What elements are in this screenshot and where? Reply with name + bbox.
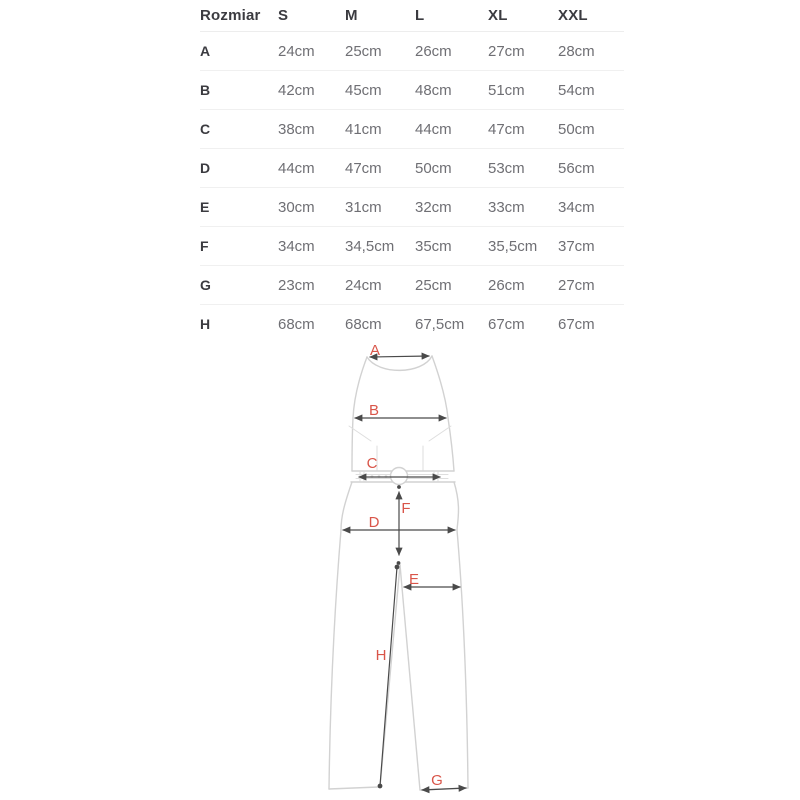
size-cell: 35cm bbox=[415, 227, 488, 266]
measure-label-d: D bbox=[368, 514, 380, 531]
size-cell: 25cm bbox=[345, 32, 415, 71]
row-label: C bbox=[200, 110, 278, 149]
size-cell: 34cm bbox=[558, 188, 624, 227]
size-cell: 67cm bbox=[488, 315, 525, 333]
size-cell: 50cm bbox=[415, 149, 488, 188]
size-table bbox=[200, 0, 624, 343]
belt bbox=[351, 468, 455, 485]
table-row bbox=[200, 149, 624, 188]
size-cell: 24cm bbox=[278, 32, 345, 71]
measure-label-e: E bbox=[408, 571, 420, 588]
table-row bbox=[200, 110, 624, 149]
size-cell: 26cm bbox=[415, 32, 488, 71]
size-cell: 37cm bbox=[558, 227, 624, 266]
measure-line-g bbox=[422, 788, 466, 790]
size-cell: 48cm bbox=[415, 71, 488, 110]
belt-buckle bbox=[391, 468, 408, 485]
size-cell: 42cm bbox=[278, 71, 345, 110]
row-label: E bbox=[200, 188, 278, 227]
measure-label-f: F bbox=[401, 500, 411, 517]
size-cell: 56cm bbox=[558, 149, 624, 188]
size-cell: 25cm bbox=[415, 266, 488, 305]
table-row bbox=[200, 227, 624, 266]
size-cell: 68cm bbox=[345, 315, 382, 333]
size-cell: 68cm bbox=[278, 315, 315, 333]
row-label: H bbox=[200, 316, 211, 332]
size-cell: 23cm bbox=[278, 266, 345, 305]
measurement-labels bbox=[367, 342, 443, 789]
size-cell: 47cm bbox=[488, 110, 558, 149]
table-row bbox=[200, 32, 624, 71]
belt-anchor-dot bbox=[397, 485, 401, 489]
size-cell: 31cm bbox=[345, 188, 415, 227]
size-table-container bbox=[200, 0, 624, 343]
size-cell: 28cm bbox=[558, 32, 624, 71]
size-cell: 32cm bbox=[415, 188, 488, 227]
size-cell: 33cm bbox=[488, 188, 558, 227]
measure-label-h: H bbox=[375, 647, 387, 664]
row-label: F bbox=[200, 227, 278, 266]
size-cell: 35,5cm bbox=[488, 227, 558, 266]
col-header-l: L bbox=[415, 0, 488, 32]
measure-label-c: C bbox=[366, 455, 378, 472]
measurement-lines bbox=[343, 356, 466, 790]
col-header-xl: XL bbox=[488, 0, 558, 32]
row-label: D bbox=[200, 149, 278, 188]
size-cell: 67cm bbox=[558, 315, 595, 333]
size-cell: 53cm bbox=[488, 149, 558, 188]
size-cell: 34cm bbox=[278, 227, 345, 266]
size-cell: 26cm bbox=[488, 266, 558, 305]
size-cell: 34,5cm bbox=[345, 227, 415, 266]
row-label: A bbox=[200, 32, 278, 71]
row-label: B bbox=[200, 71, 278, 110]
size-cell: 44cm bbox=[278, 149, 345, 188]
size-cell: 51cm bbox=[488, 71, 558, 110]
size-cell: 38cm bbox=[278, 110, 345, 149]
col-header-xxl: XXL bbox=[558, 0, 624, 32]
col-header-s: S bbox=[278, 0, 345, 32]
table-row bbox=[200, 266, 624, 305]
size-cell: 27cm bbox=[558, 266, 624, 305]
table-header-row bbox=[200, 0, 624, 32]
size-cell: 27cm bbox=[488, 32, 558, 71]
table-row bbox=[200, 71, 624, 110]
measure-label-a: A bbox=[369, 342, 381, 359]
row-label: G bbox=[200, 266, 278, 305]
measure-label-g: G bbox=[431, 772, 443, 789]
size-cell: 30cm bbox=[278, 188, 345, 227]
jumpsuit-outline bbox=[329, 356, 468, 790]
col-header-m: M bbox=[345, 0, 415, 32]
size-cell: 45cm bbox=[345, 71, 415, 110]
table-row bbox=[200, 188, 624, 227]
table-row bbox=[200, 305, 624, 344]
size-cell: 67,5cm bbox=[415, 315, 465, 333]
measure-line-a bbox=[370, 356, 429, 357]
size-cell: 44cm bbox=[415, 110, 488, 149]
measure-line-h bbox=[380, 567, 397, 786]
col-header-rozmiar: Rozmiar bbox=[200, 0, 278, 32]
size-cell: 50cm bbox=[558, 110, 624, 149]
size-cell: 47cm bbox=[345, 149, 415, 188]
crotch-anchor-dot bbox=[397, 561, 401, 565]
size-cell: 41cm bbox=[345, 110, 415, 149]
size-cell: 24cm bbox=[345, 266, 415, 305]
measure-label-b: B bbox=[368, 402, 380, 419]
size-cell: 54cm bbox=[558, 71, 624, 110]
